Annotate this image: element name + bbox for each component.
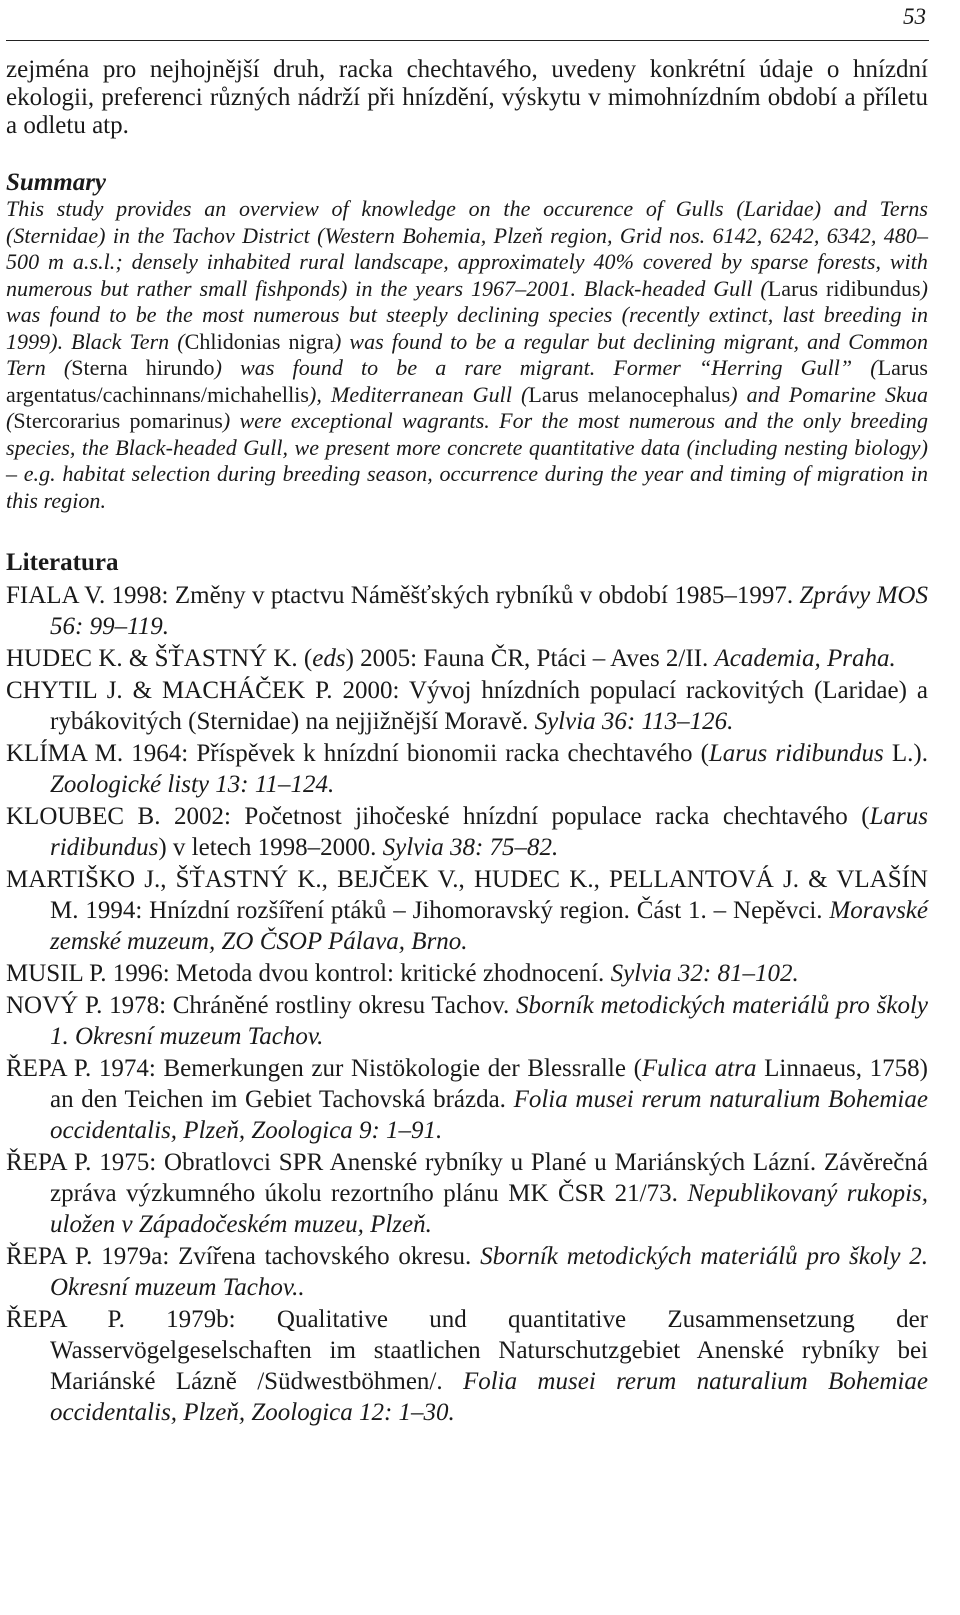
reference-source: Zoologické listy 13: 11–124. (50, 771, 335, 798)
reference-text: ) 2005: Fauna ČR, Ptáci – Aves 2/II. (345, 645, 715, 672)
species-name: Stercorarius pomarinus (13, 408, 223, 433)
reference-item (6, 1053, 928, 1146)
species-name: Larus ridibundus (708, 740, 884, 767)
species-name: Larus ridibundus (767, 275, 921, 301)
summary-text-segment: ), Mediterranean Gull ( (309, 381, 529, 407)
species-name: Sterna hirundo (71, 355, 215, 380)
reference-item (6, 958, 928, 989)
reference-source: Moravské zemské muzeum, ZO ČSOP Pálava, Brno. (50, 897, 928, 955)
reference-item (6, 1304, 928, 1428)
reference-text: ŘEPA P. 1979a: Zvířena tachovského okresu. (6, 1243, 481, 1270)
reference-item (6, 643, 928, 674)
reference-item (6, 580, 928, 642)
header-rule (6, 40, 929, 41)
summary-text-segment: ) was found to be a regular but declining migrant, and Common Tern ( (6, 328, 928, 380)
reference-source: Sborník metodických materiálů pro školy 2. Okresní muzeum Tachov.. (50, 1243, 928, 1301)
literature-heading: Literatura (6, 549, 119, 576)
summary-text-segment: ) was found to be a rare migrant. Former “Herring Gull” ( (214, 355, 878, 380)
reference-text: KLÍMA M. 1964: Příspěvek k hnízdní bionomii racka chechtavého ( (6, 740, 709, 767)
summary-paragraph (6, 196, 928, 514)
reference-text: FIALA V. 1998: Změny v ptactvu Náměšťských rybníků v období 1985–1997. (6, 582, 800, 609)
reference-item (6, 1147, 928, 1240)
reference-item (6, 1241, 928, 1303)
reference-source: Folia musei rerum naturalium Bohemiae occidentalis, Plzeň, Zoologica 9: 1–91. (50, 1086, 928, 1144)
summary-section (6, 170, 928, 514)
reference-source: Sborník metodických materiálů pro školy 1. Okresní muzeum Tachov. (50, 992, 928, 1050)
page-number: 53 (903, 4, 926, 29)
reference-text: ŘEPA P. 1975: Obratlovci SPR Anenské rybníky u Plané u Mariánských Lázní. Závěrečná zpráva výzkumného úkolu rezortního plánu MK ČSR 21/73. (6, 1149, 928, 1207)
reference-item (6, 864, 928, 957)
intro-paragraph: zejména pro nejhojnější druh, racka chechtavého, uvedeny konkrétní údaje o hnízdní ekologii, preferenci různých nádrží při hnízdění, výskytu v mimohnízdním období a příletu a odletu atp. (6, 56, 928, 139)
reference-text: ) v letech 1998–2000. (158, 834, 383, 861)
species-name: Larus argentatus/cachinnans/michahellis (6, 355, 929, 407)
reference-source: Nepublikovaný rukopis, uložen v Západočeském muzeu, Plzeň. (50, 1180, 928, 1238)
reference-source: Sylvia 36: 113–126. (534, 708, 734, 735)
reference-item (6, 738, 928, 800)
reference-item (6, 801, 928, 863)
summary-text-segment: ) and Pomarine Skua ( (6, 381, 928, 433)
reference-source: Academia, Praha. (714, 645, 896, 672)
reference-source: Zprávy MOS 56: 99–119. (50, 582, 928, 640)
reference-source: Sylvia 38: 75–82. (382, 834, 559, 861)
species-name: Chlidonias nigra (184, 328, 334, 354)
reference-text: L.). (883, 740, 928, 767)
reference-item (6, 675, 928, 737)
species-name: Larus ridibundus (50, 803, 928, 861)
reference-text: ŘEPA P. 1979b: Qualitative und quantitative Zusammensetzung der Wasservögelgeselschaften im staatlichen Naturschutzgebiet Anenské rybníky bei Mariánské Lázně /Südwestböhmen/. (6, 1306, 928, 1395)
reference-text: NOVÝ P. 1978: Chráněné rostliny okresu Tachov. (6, 992, 516, 1019)
reference-item (6, 990, 928, 1052)
reference-source: Folia musei rerum naturalium Bohemiae occidentalis, Plzeň, Zoologica 12: 1–30. (50, 1368, 928, 1426)
reference-text: KLOUBEC B. 2002: Početnost jihočeské hnízdní populace racka chechtavého ( (6, 803, 870, 830)
summary-text-segment: This study provides an overview of knowledge on the occurence of Gulls (Laridae) and Terns (Sternidae) in the Tachov District (Western Bohemia, Plzeň region, Grid nos. 6142, 6242, 6342, 480–500 m a.s.l.; densely inhabited rural landscape, approximately 40% covered by sparse forests, with numerous but rather small fishponds) in the years 1967–2001. Black-headed Gull ( (6, 196, 928, 301)
reference-editors: eds (312, 645, 346, 672)
summary-text-segment: ) was found to be the most numerous but steeply declining species (recently extinct, last breeding in 1999). Black Tern ( (6, 275, 928, 354)
summary-text-segment: ) were exceptional wagrants. For the most numerous and the only breeding species, the Black-headed Gull, we present more concrete quantitative data (including nesting biology) – e.g. habitat selection during breeding season, occurrence during the year and timing of migration in this region. (6, 408, 928, 513)
summary-heading: Summary (6, 169, 107, 196)
reference-text: HUDEC K. & ŠŤASTNÝ K. ( (6, 645, 313, 672)
reference-source: Sylvia 32: 81–102. (610, 960, 799, 987)
species-name: Larus melanocephalus (528, 381, 731, 407)
reference-text: Linnaeus, 1758) an den Teichen im Gebiet Tachovská brázda. (50, 1055, 928, 1113)
reference-text: CHYTIL J. & MACHÁČEK P. 2000: Vývoj hnízdních populací rackovitých (Laridae) a rybákovitých (Sternidae) na nejjižnější Moravě. (6, 677, 928, 735)
reference-text: MUSIL P. 1996: Metoda dvou kontrol: kritické zhodnocení. (6, 960, 611, 987)
page-content (6, 56, 928, 1429)
species-name: Fulica atra (641, 1055, 757, 1082)
reference-text: ŘEPA P. 1974: Bemerkungen zur Nistökologie der Blessralle ( (6, 1055, 642, 1082)
reference-list (6, 580, 928, 1428)
reference-text: MARTIŠKO J., ŠŤASTNÝ K., BEJČEK V., HUDEC K., PELLANTOVÁ J. & VLAŠÍN M. 1994: Hnízdní rozšíření ptáků – Jihomoravský region. Část 1. – Nepěvci. (6, 866, 928, 924)
